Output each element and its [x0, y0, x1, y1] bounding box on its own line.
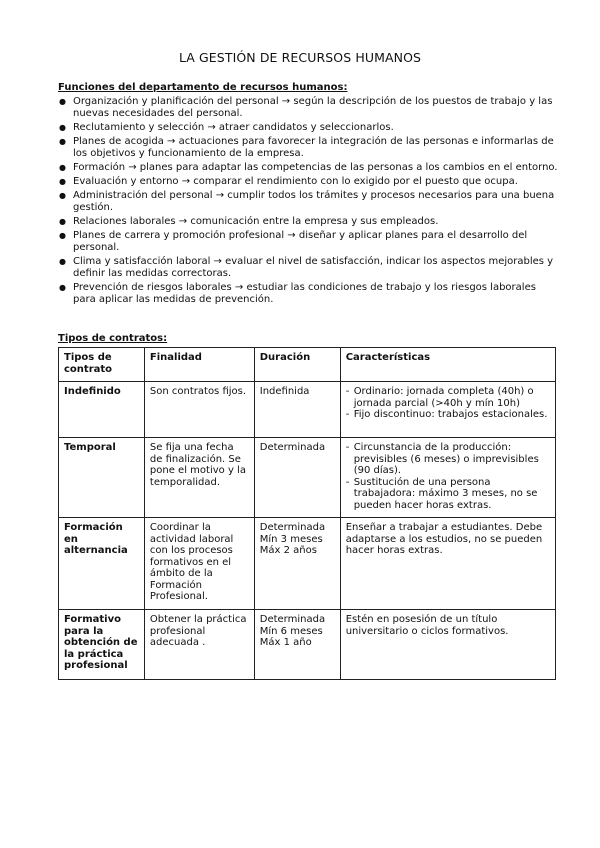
- list-item: ● Evaluación y entorno → comparar el rendimiento con lo exigido por el puesto que ocupa.: [58, 176, 558, 188]
- finalidad-cell: Coordinar la actividad laboral con los procesos formativos en el ámbito de la Formación Profesional.: [144, 518, 254, 610]
- column-header: Tipos de contrato: [59, 348, 145, 382]
- duracion-cell: [254, 438, 340, 518]
- funciones-heading: Funciones del departamento de recursos humanos:: [58, 82, 348, 93]
- tipo-cell: Formación en alternancia: [59, 518, 145, 610]
- caracteristica-item: - Fijo discontinuo: trabajos estacionales.: [346, 409, 550, 421]
- finalidad-cell: Se fija una fecha de finalización. Se pone el motivo y la temporalidad.: [144, 438, 254, 518]
- contratos-section: [58, 333, 558, 680]
- table-header-row: [59, 348, 556, 382]
- duracion-line: Indefinida: [259, 386, 310, 398]
- funciones-section: [58, 82, 558, 308]
- caracteristicas-cell: [340, 382, 555, 438]
- duracion-cell: [254, 518, 340, 610]
- column-header: Finalidad: [144, 348, 254, 382]
- column-header: Características: [340, 348, 555, 382]
- duracion-line: Mín 3 meses: [259, 533, 323, 545]
- tipo-cell: Temporal: [59, 438, 145, 518]
- caracteristica-item: - Ordinario: jornada completa (40h) o jornada parcial (>40h y mín 10h): [346, 386, 550, 409]
- caracteristica-item: - Circunstancia de la producción: previsibles (6 meses) o imprevisibles (90 días).: [346, 442, 550, 477]
- table-row: [59, 610, 556, 680]
- page-title: LA GESTIÓN DE RECURSOS HUMANOS: [178, 50, 422, 65]
- duracion-cell: [254, 382, 340, 438]
- column-header: Duración: [254, 348, 340, 382]
- table-row: [59, 382, 556, 438]
- finalidad-cell: Obtener la práctica profesional adecuada .: [144, 610, 254, 680]
- list-item: ● Planes de acogida → actuaciones para favorecer la integración de las personas e informarlas de los objetivos y funcionamiento de la empresa.: [58, 136, 558, 160]
- table-row: [59, 518, 556, 610]
- tipo-cell: Indefinido: [59, 382, 145, 438]
- duracion-cell: [254, 610, 340, 680]
- duracion-line: Máx 1 año: [259, 637, 312, 649]
- list-item: ● Relaciones laborales → comunicación entre la empresa y sus empleados.: [58, 216, 558, 228]
- duracion-line: Máx 2 años: [259, 545, 317, 557]
- caracteristicas-cell: Estén en posesión de un título universitario o ciclos formativos.: [340, 610, 555, 680]
- contratos-heading: Tipos de contratos:: [58, 333, 168, 344]
- contratos-table: [58, 347, 556, 680]
- list-item: ● Organización y planificación del personal → según la descripción de los puestos de trabajo y las nuevas necesidades del personal.: [58, 96, 558, 120]
- list-item: ● Planes de carrera y promoción profesional → diseñar y aplicar planes para el desarrollo del personal.: [58, 230, 558, 254]
- caracteristica-item: - Sustitución de una persona trabajadora: máximo 3 meses, no se pueden hacer horas extras.: [346, 477, 550, 512]
- caracteristicas-cell: [340, 438, 555, 518]
- list-item: ● Formación → planes para adaptar las competencias de las personas a los cambios en el entorno.: [58, 162, 558, 174]
- caracteristicas-cell: Enseñar a trabajar a estudiantes. Debe adaptarse a los estudios, no se pueden hacer horas extras.: [340, 518, 555, 610]
- finalidad-cell: Son contratos fijos.: [144, 382, 254, 438]
- list-item: ● Clima y satisfacción laboral → evaluar el nivel de satisfacción, indicar los aspectos mejorables y definir las medidas correctoras.: [58, 256, 558, 280]
- duracion-line: Determinada: [259, 442, 326, 454]
- funciones-list: [58, 96, 558, 306]
- duracion-line: Determinada: [259, 614, 326, 626]
- list-item: ● Prevención de riesgos laborales → estudiar las condiciones de trabajo y los riesgos laborales para aplicar las medidas de prevención.: [58, 282, 558, 306]
- duracion-line: Determinada: [259, 522, 326, 534]
- tipo-cell: Formativo para la obtención de la práctica profesional: [59, 610, 145, 680]
- list-item: ● Administración del personal → cumplir todos los trámites y procesos necesarios para una buena gestión.: [58, 190, 558, 214]
- list-item: ● Reclutamiento y selección → atraer candidatos y seleccionarlos.: [58, 122, 558, 134]
- duracion-line: Mín 6 meses: [259, 625, 323, 637]
- table-row: [59, 438, 556, 518]
